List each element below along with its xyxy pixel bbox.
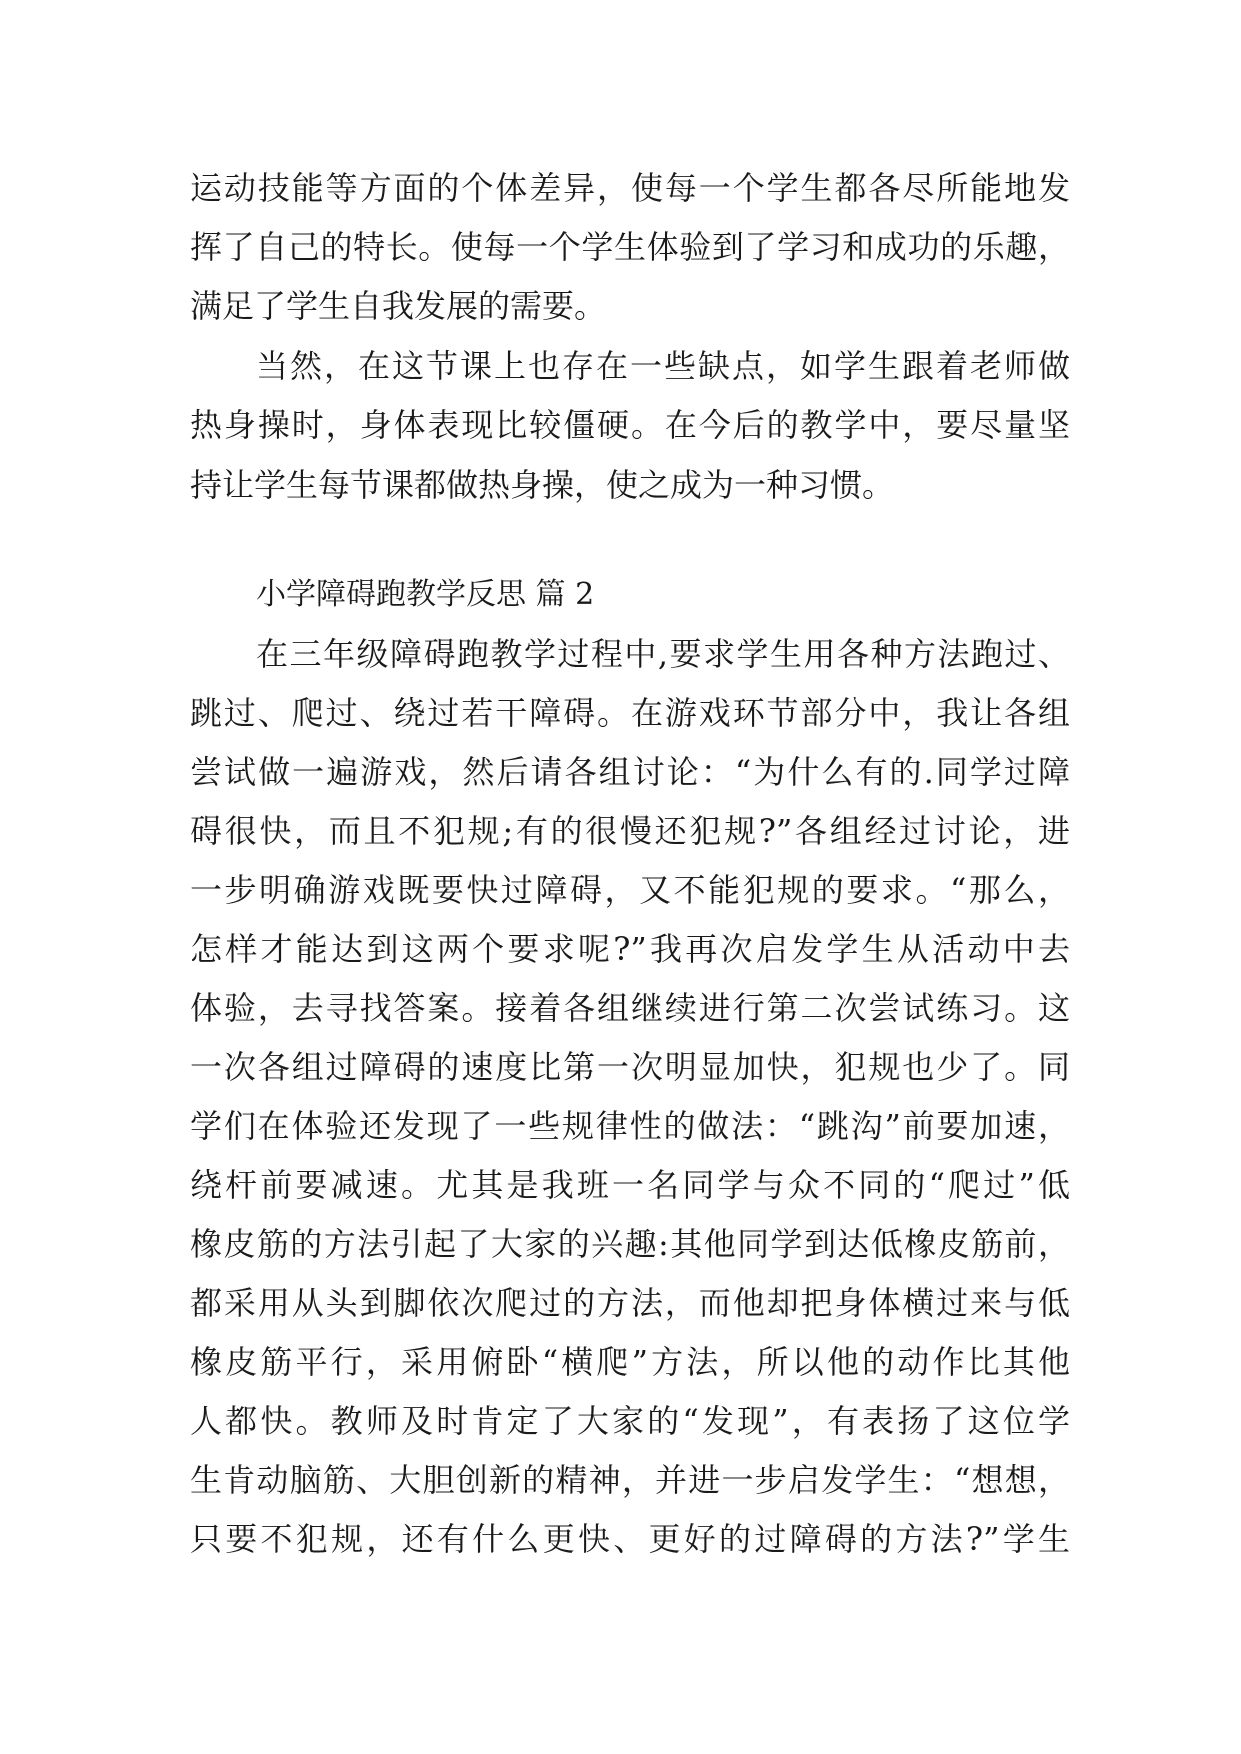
paragraph-line: 运动技能等方面的个体差异，使每一个学生都各尽所能地发 xyxy=(190,169,1070,207)
paragraph-line: 尝试做一遍游戏，然后请各组讨论：“为什么有的.同学过障 xyxy=(190,753,1070,791)
paragraph-line: 挥了自己的特长。使每一个学生体验到了学习和成功的乐趣， xyxy=(190,228,1070,266)
paragraph-line: 一步明确游戏既要快过障碍，又不能犯规的要求。“那么， xyxy=(190,871,1070,909)
paragraph-line: 生肯动脑筋、大胆创新的精神，并进一步启发学生：“想想， xyxy=(190,1461,1070,1499)
paragraph-line: 体验，去寻找答案。接着各组继续进行第二次尝试练习。这 xyxy=(190,989,1070,1027)
paragraph-line: 橡皮筋的方法引起了大家的兴趣:其他同学到达低橡皮筋前， xyxy=(190,1225,1070,1263)
paragraph-line: 热身操时，身体表现比较僵硬。在今后的教学中，要尽量坚 xyxy=(190,406,1070,444)
paragraph-line: 学们在体验还发现了一些规律性的做法：“跳沟”前要加速， xyxy=(190,1107,1070,1145)
paragraph-line: 橡皮筋平行，采用俯卧“横爬”方法，所以他的动作比其他 xyxy=(190,1343,1070,1381)
paragraph-line: 人都快。教师及时肯定了大家的“发现”，有表扬了这位学 xyxy=(190,1402,1070,1440)
paragraph-line: 都采用从头到脚依次爬过的方法，而他却把身体横过来与低 xyxy=(190,1284,1070,1322)
paragraph-line: 满足了学生自我发展的需要。 xyxy=(190,287,607,325)
paragraph-line: 绕杆前要减速。尤其是我班一名同学与众不同的“爬过”低 xyxy=(190,1166,1070,1204)
paragraph-line: 在三年级障碍跑教学过程中,要求学生用各种方法跑过、 xyxy=(256,635,1070,673)
paragraph-line: 跳过、爬过、绕过若干障碍。在游戏环节部分中，我让各组 xyxy=(190,694,1070,732)
paragraph-line: 持让学生每节课都做热身操，使之成为一种习惯。 xyxy=(190,466,895,504)
paragraph-line: 只要不犯规，还有什么更快、更好的过障碍的方法?”学生 xyxy=(190,1520,1070,1558)
section-heading: 小学障碍跑教学反思 篇 2 xyxy=(256,577,595,612)
paragraph-line: 碍很快，而且不犯规;有的很慢还犯规?”各组经过讨论，进 xyxy=(190,812,1070,850)
paragraph-line: 一次各组过障碍的速度比第一次明显加快，犯规也少了。同 xyxy=(190,1048,1070,1086)
paragraph-line: 当然，在这节课上也存在一些缺点，如学生跟着老师做 xyxy=(256,347,1070,385)
paragraph-line: 怎样才能达到这两个要求呢?”我再次启发学生从活动中去 xyxy=(190,930,1070,968)
